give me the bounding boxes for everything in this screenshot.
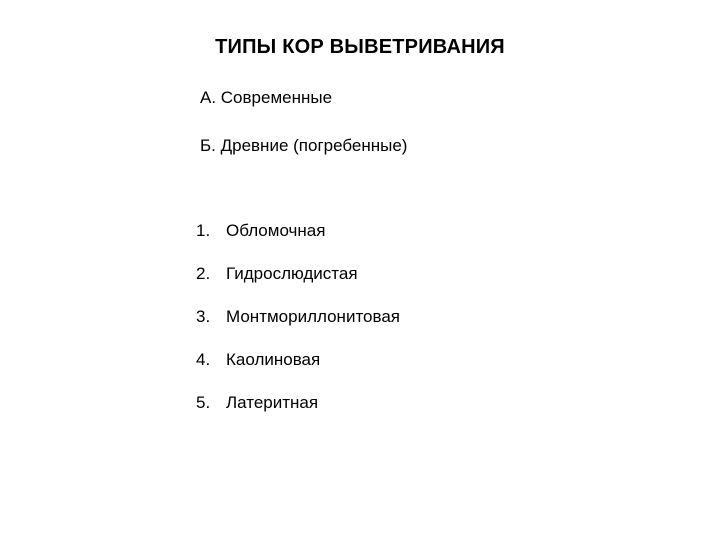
page-title: ТИПЫ КОР ВЫВЕТРИВАНИЯ (215, 36, 505, 58)
lettered-group-a (200, 86, 660, 110)
list-item-number: 5. (196, 393, 211, 412)
list-item (196, 263, 676, 284)
list-item-label: Гидрослюдистая (226, 264, 358, 283)
list-item-label: Монтмориллонитовая (226, 307, 400, 326)
list-item (196, 306, 676, 327)
list-item-number: 4. (196, 350, 211, 369)
numbered-list (196, 220, 676, 413)
list-item-letter-a: А. Современные (200, 88, 333, 107)
list-item (196, 220, 676, 241)
list-item (196, 392, 676, 413)
list-item-letter-b: Б. Древние (погребенные) (200, 136, 408, 155)
list-item-number: 1. (196, 221, 211, 240)
list-item-label: Обломочная (226, 221, 326, 240)
list-item (196, 349, 676, 370)
list-item-label: Каолиновая (226, 350, 321, 369)
lettered-group-b (200, 134, 660, 158)
list-item-number: 3. (196, 307, 211, 326)
list-item-number: 2. (196, 264, 211, 283)
list-item-label: Латеритная (226, 393, 319, 412)
